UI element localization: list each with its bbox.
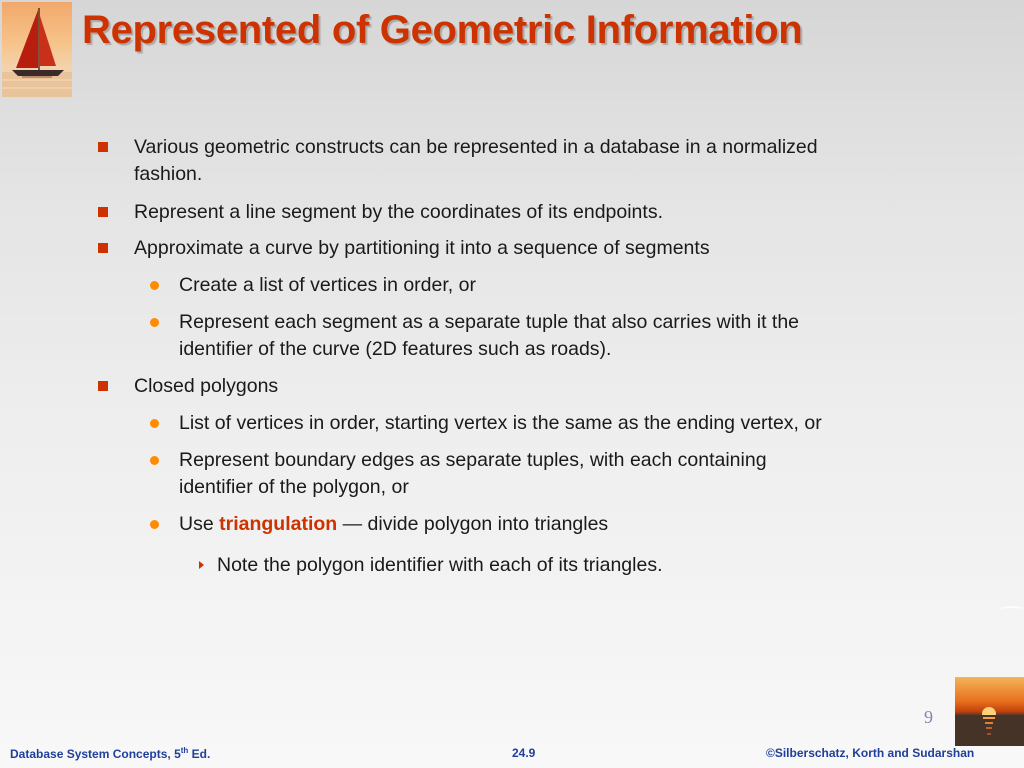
square-bullet-icon: [98, 142, 108, 152]
bullet-text: fashion.: [134, 163, 203, 185]
sunset-image: [955, 677, 1024, 746]
dot-bullet-icon: [150, 520, 159, 529]
slide-title: Represented of Geometric Information: [82, 8, 803, 52]
dot-bullet-icon: [150, 281, 159, 290]
sub-sub-bullet-text: Note the polygon identifier with each of its triangles.: [217, 554, 663, 576]
footer-slide-number: 24.9: [512, 746, 536, 760]
square-bullet-icon: [98, 243, 108, 253]
dot-bullet-icon: [150, 456, 159, 465]
footer-edition-suffix: Ed.: [188, 747, 211, 761]
footer-book-title-text: Database System Concepts, 5: [10, 747, 181, 761]
triangulation-prefix: Use: [179, 513, 214, 535]
bullet-text: Represent a line segment by the coordinates of its endpoints.: [134, 201, 663, 223]
sub-bullet-text: List of vertices in order, starting vertex is the same as the ending vertex, or: [179, 412, 822, 434]
bullet-text: Various geometric constructs can be represented in a database in a normalized: [134, 136, 818, 158]
square-bullet-icon: [98, 381, 108, 391]
footer-book-title: [10, 746, 210, 761]
sub-bullet-text: Represent each segment as a separate tuple that also carries with it the: [179, 311, 800, 333]
sub-bullet-text: [179, 511, 608, 538]
triangulation-suffix: — divide polygon into triangles: [342, 513, 609, 535]
dot-bullet-icon: [150, 318, 159, 327]
dot-bullet-icon: [150, 419, 159, 428]
sailboat-image: [2, 2, 72, 97]
square-bullet-icon: [98, 207, 108, 217]
sub-bullet-text: identifier of the curve (2D features such as roads).: [179, 338, 612, 360]
triangulation-highlight: triangulation: [219, 513, 338, 535]
sub-bullet-text: Create a list of vertices in order, or: [179, 274, 476, 296]
sub-bullet-text: Represent boundary edges as separate tuples, with each containing: [179, 449, 767, 471]
bullet-text: Approximate a curve by partitioning it into a sequence of segments: [134, 237, 710, 259]
footer-copyright: ©Silberschatz, Korth and Sudarshan: [766, 746, 975, 760]
bullet-text: Closed polygons: [134, 375, 279, 397]
footer-edition-sup: th: [180, 746, 189, 755]
arrow-bullet-icon: [199, 561, 204, 569]
decorative-wave: [1000, 606, 1024, 614]
sub-bullet-text: identifier of the polygon, or: [179, 476, 409, 498]
page-number: 9: [924, 707, 933, 727]
